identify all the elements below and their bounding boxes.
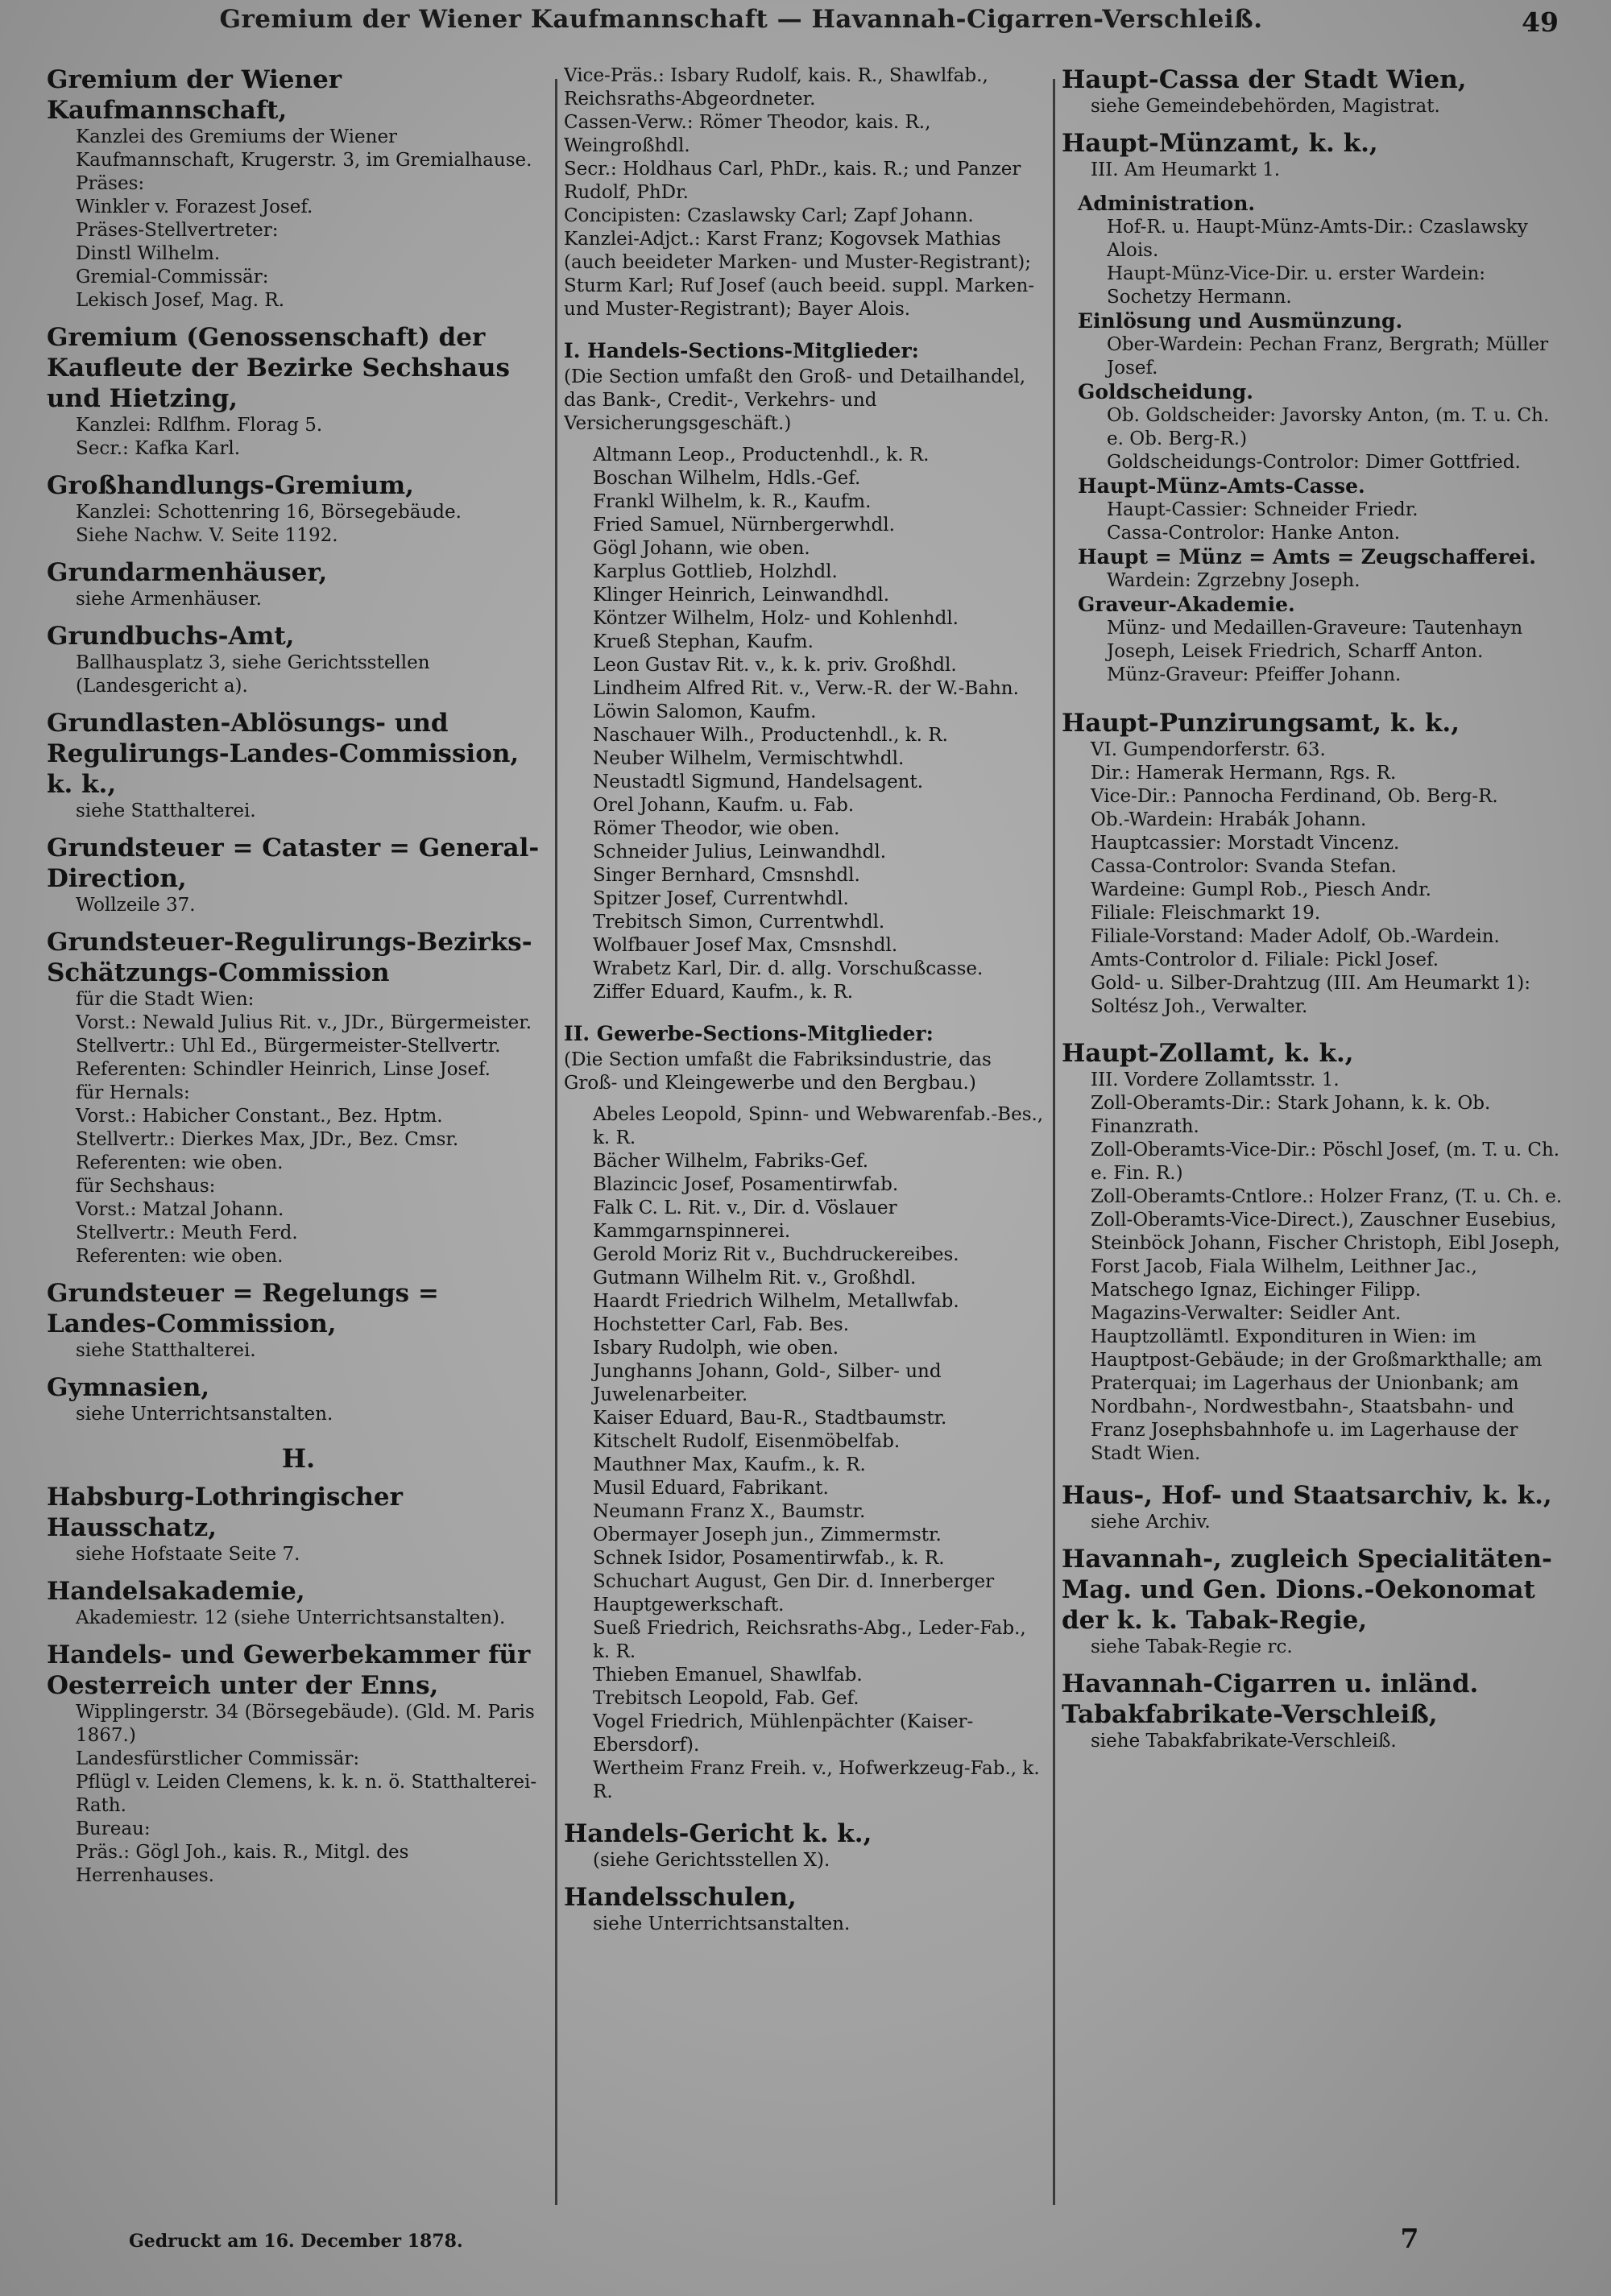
- member-line: Schuchart August, Gen Dir. d. Innerberger Hauptgewerkschaft.: [593, 1571, 995, 1615]
- entry-line: Referenten: wie oben.: [76, 1246, 284, 1267]
- member-line: Mauthner Max, Kaufm., k. R.: [593, 1454, 866, 1475]
- entry-line: siehe Hofstaate Seite 7.: [76, 1544, 300, 1565]
- entry-line: Gremial-Commissär:: [76, 267, 269, 288]
- member-line: Fried Samuel, Nürnbergerwhdl.: [593, 515, 895, 536]
- entry-line: Präses-Stellvertreter:: [76, 220, 279, 241]
- entry-line: Zoll-Oberamts-Cntlore.: Holzer Franz, (T. u. Ch. e. Zoll-Oberamts-Vice-Direct.), Zauschner Eusebius, Steinböck Johann, Fischer Christoph, Eibl Joseph, Forst Jacob, Fiala Wilhelm, Leithner Jac., Matschego Ignaz, Eichinger Filipp.: [1091, 1186, 1563, 1301]
- entry-line: siehe Tabak-Regie rc.: [1091, 1636, 1293, 1657]
- member-line: Gögl Johann, wie oben.: [593, 538, 810, 559]
- entry-line: für die Stadt Wien:: [76, 989, 255, 1010]
- entry-line: Secr.: Holdhaus Carl, PhDr., kais. R.; und Panzer Rudolf, PhDr.: [564, 159, 1021, 203]
- entry-line: Siehe Nachw. V. Seite 1192.: [76, 525, 338, 546]
- entry-line: Kanzlei des Gremiums der Wiener Kaufmannschaft, Krugerstr. 3, im Gremialhause.: [76, 126, 532, 171]
- entry-heading: Haupt-Zollamt, k. k.,: [1062, 1039, 1354, 1068]
- directory-entry: [1062, 64, 1565, 118]
- entry-line: Hof-R. u. Haupt-Münz-Amts-Dir.: Czaslawsky Alois.: [1107, 217, 1528, 261]
- subsection-heading: Haupt = Münz = Amts = Zeugschafferei.: [1078, 545, 1536, 569]
- directory-entry: [47, 470, 550, 548]
- member-line: Kitschelt Rudolf, Eisenmöbelfab.: [593, 1431, 901, 1452]
- entry-line: siehe Archiv.: [1091, 1512, 1211, 1533]
- subsection-heading: Graveur-Akademie.: [1078, 593, 1295, 616]
- member-line: Sueß Friedrich, Reichsraths-Abg., Leder-Fab., k. R.: [593, 1618, 1026, 1662]
- directory-entry: [1062, 128, 1565, 182]
- entry-line: für Sechshaus:: [76, 1176, 216, 1197]
- entry-line: Kanzlei: Rdlfhm. Florag 5.: [76, 415, 323, 436]
- directory-entry: [1062, 1544, 1565, 1659]
- entry-line: siehe Unterrichtsanstalten.: [593, 1913, 851, 1934]
- entry-line: Amts-Controlor d. Filiale: Pickl Josef.: [1091, 949, 1439, 970]
- handels-section-note: (Die Section umfaßt den Groß- und Detailhandel, das Bank-, Credit-, Verkehrs- und Versicherungsgeschäft.): [564, 366, 1026, 434]
- entry-line: Dir.: Hamerak Hermann, Rgs. R.: [1091, 763, 1397, 784]
- member-line: Isbary Rudolph, wie oben.: [593, 1338, 839, 1359]
- entry-heading: Grundsteuer = Regelungs = Landes-Commission,: [47, 1279, 439, 1338]
- entry-line: Magazins-Verwalter: Seidler Ant.: [1091, 1303, 1402, 1324]
- entry-line: Cassa-Controlor: Svanda Stefan.: [1091, 856, 1397, 877]
- subsection-heading: Haupt-Münz-Amts-Casse.: [1078, 474, 1365, 498]
- column-divider-left: [555, 79, 557, 2205]
- member-line: Thieben Emanuel, Shawlfab.: [593, 1665, 863, 1686]
- entry-line: Münz-Graveur: Pfeiffer Johann.: [1107, 664, 1402, 685]
- entry-heading: Haupt-Cassa der Stadt Wien,: [1062, 65, 1467, 94]
- entry-line: Cassa-Controlor: Hanke Anton.: [1107, 523, 1401, 544]
- directory-entry: [47, 927, 550, 1268]
- entry-line: siehe Tabakfabrikate-Verschleiß.: [1091, 1731, 1397, 1752]
- member-line: Junghanns Johann, Gold-, Silber- und Juwelenarbeiter.: [593, 1361, 942, 1405]
- member-line: Klinger Heinrich, Leinwandhdl.: [593, 585, 890, 606]
- member-line: Gerold Moriz Rit v., Buchdruckereibes.: [593, 1244, 959, 1265]
- directory-entry: [47, 1278, 550, 1363]
- member-line: Karplus Gottlieb, Holzhdl.: [593, 561, 838, 582]
- entry-line: Vorst.: Newald Julius Rit. v., JDr., Bürgermeister.: [76, 1012, 532, 1033]
- entry-heading: Havannah-, zugleich Specialitäten-Mag. und Gen. Dions.-Oekonomat der k. k. Tabak-Regie,: [1062, 1545, 1552, 1635]
- entry-line: Vorst.: Habicher Constant., Bez. Hptm.: [76, 1106, 443, 1127]
- entry-heading: Grundsteuer-Regulirungs-Bezirks-Schätzungs-Commission: [47, 928, 532, 987]
- entry-line: VI. Gumpendorferstr. 63.: [1091, 739, 1326, 760]
- entry-line: Vice-Präs.: Isbary Rudolf, kais. R., Shawlfab., Reichsraths-Abgeordneter.: [564, 65, 988, 110]
- entry-line: Stellvertr.: Dierkes Max, JDr., Bez. Cmsr.: [76, 1129, 459, 1150]
- directory-entry: [564, 1882, 1047, 1936]
- entry-heading: Handels-Gericht k. k.,: [564, 1819, 872, 1848]
- entry-line: Secr.: Kafka Karl.: [76, 438, 241, 459]
- entry-heading: Gremium (Genossenschaft) der Kaufleute der Bezirke Sechshaus und Hietzing,: [47, 323, 510, 413]
- member-line: Obermayer Joseph jun., Zimmermstr.: [593, 1524, 942, 1545]
- entry-heading: Habsburg-Lothringischer Hausschatz,: [47, 1483, 403, 1542]
- entry-heading: Gymnasien,: [47, 1373, 210, 1402]
- member-line: Neustadtl Sigmund, Handelsagent.: [593, 772, 924, 792]
- entry-line: Kanzlei-Adjct.: Karst Franz; Kogovsek Mathias (auch beeideter Marken- und Muster-Registrant); Sturm Karl; Ruf Josef (auch beeid. suppl. Marken- und Muster-Registrant); Bayer Alois.: [564, 229, 1035, 320]
- entry-line: Cassen-Verw.: Römer Theodor, kais. R., Weingroßhdl.: [564, 112, 931, 156]
- entry-line: III. Am Heumarkt 1.: [1091, 159, 1281, 180]
- entry-line: siehe Unterrichtsanstalten.: [76, 1404, 333, 1425]
- entry-line: Vice-Dir.: Pannocha Ferdinand, Ob. Berg-R.: [1091, 786, 1498, 807]
- member-line: Schnek Isidor, Posamentirwfab., k. R.: [593, 1548, 945, 1569]
- entry-line: Haupt-Münz-Vice-Dir. u. erster Wardein: Sochetzy Hermann.: [1107, 263, 1486, 308]
- member-line: Altmann Leop., Productenhdl., k. R.: [593, 445, 930, 465]
- entry-line: Münz- und Medaillen-Graveure: Tautenhayn Joseph, Leisek Friedrich, Scharff Anton.: [1107, 618, 1523, 662]
- entry-heading: Grundsteuer = Cataster = General-Direction,: [47, 834, 540, 893]
- member-line: Ziffer Eduard, Kaufm., k. R.: [593, 982, 854, 1003]
- member-line: Kaiser Eduard, Bau-R., Stadtbaumstr.: [593, 1408, 947, 1429]
- member-line: Bächer Wilhelm, Fabriks-Gef.: [593, 1151, 869, 1172]
- entry-line: siehe Gemeindebehörden, Magistrat.: [1091, 96, 1440, 117]
- entry-line: Goldscheidungs-Controlor: Dimer Gottfried.: [1107, 452, 1521, 473]
- subsection-heading: Einlösung und Ausmünzung.: [1078, 309, 1403, 333]
- directory-entry: [47, 1372, 550, 1426]
- entry-line: Lekisch Josef, Mag. R.: [76, 290, 285, 311]
- entry-line: Stellvertr.: Uhl Ed., Bürgermeister-Stellvertr.: [76, 1036, 501, 1057]
- entry-heading: Handelsschulen,: [564, 1883, 797, 1912]
- member-line: Abeles Leopold, Spinn- und Webwarenfab.-Bes., k. R.: [593, 1104, 1044, 1148]
- member-line: Spitzer Josef, Currentwhdl.: [593, 888, 849, 909]
- directory-entry: [564, 1818, 1047, 1872]
- column-divider-right: [1053, 79, 1055, 2205]
- entry-line: Bureau:: [76, 1818, 151, 1839]
- entry-line: Pflügl v. Leiden Clemens, k. k. n. ö. Statthalterei-Rath.: [76, 1772, 537, 1816]
- member-line: Schneider Julius, Leinwandhdl.: [593, 842, 887, 863]
- directory-entry: [1062, 1038, 1565, 1466]
- entry-line: siehe Statthalterei.: [76, 800, 256, 821]
- entry-line: Filiale: Fleischmarkt 19.: [1091, 903, 1321, 924]
- entry-line: für Hernals:: [76, 1082, 190, 1103]
- entry-heading: Haupt-Münzamt, k. k.,: [1062, 129, 1378, 158]
- entry-line: Wardein: Zgrzebny Joseph.: [1107, 570, 1360, 591]
- directory-entry: [47, 833, 550, 917]
- entry-heading: Havannah-Cigarren u. inländ. Tabakfabrikate-Verschleiß,: [1062, 1669, 1479, 1729]
- entry-line: Landesfürstlicher Commissär:: [76, 1748, 360, 1769]
- entry-line: Referenten: wie oben.: [76, 1152, 284, 1173]
- member-line: Neumann Franz X., Baumstr.: [593, 1501, 866, 1522]
- entry-line: Vorst.: Matzal Johann.: [76, 1199, 284, 1220]
- directory-entry: [47, 1640, 550, 1888]
- column-middle: [564, 64, 1047, 2207]
- section-letter: H.: [281, 1443, 316, 1474]
- entry-line: Dinstl Wilhelm.: [76, 243, 221, 264]
- entry-line: (siehe Gerichtsstellen X).: [593, 1850, 830, 1871]
- entry-line: Winkler v. Forazest Josef.: [76, 197, 313, 217]
- signature-mark: 7: [1400, 2223, 1419, 2254]
- directory-entry: [47, 1482, 550, 1566]
- entry-line: Gold- u. Silber-Drahtzug (III. Am Heumarkt 1): Soltész Joh., Verwalter.: [1091, 973, 1530, 1017]
- entry-heading: Haus-, Hof- und Staatsarchiv, k. k.,: [1062, 1481, 1552, 1510]
- entry-line: Wipplingerstr. 34 (Börsegebäude). (Gld. M. Paris 1867.): [76, 1702, 535, 1746]
- entry-line: Ob. Goldscheider: Javorsky Anton, (m. T. u. Ch. e. Ob. Berg-R.): [1107, 405, 1550, 449]
- member-line: Haardt Friedrich Wilhelm, Metallwfab.: [593, 1291, 959, 1312]
- entry-heading: Großhandlungs-Gremium,: [47, 471, 414, 500]
- member-line: Orel Johann, Kaufm. u. Fab.: [593, 795, 855, 816]
- directory-entry: [1062, 1669, 1565, 1753]
- member-line: Lindheim Alfred Rit. v., Verw.-R. der W.-Bahn.: [593, 678, 1019, 699]
- entry-line: Präs.: Gögl Joh., kais. R., Mitgl. des Herrenhauses.: [76, 1842, 409, 1886]
- entry-heading: Haupt-Punzirungsamt, k. k.,: [1062, 709, 1460, 738]
- entry-heading: Handels- und Gewerbekammer für Oesterreich unter der Enns,: [47, 1640, 531, 1700]
- member-line: Singer Bernhard, Cmsnshdl.: [593, 865, 860, 886]
- column-right: [1062, 64, 1565, 2207]
- entry-line: Hauptcassier: Morstadt Vincenz.: [1091, 833, 1400, 854]
- entry-line: Stellvertr.: Meuth Ferd.: [76, 1222, 298, 1243]
- entry-line: Filiale-Vorstand: Mader Adolf, Ob.-Wardein.: [1091, 926, 1500, 947]
- member-line: Falk C. L. Rit. v., Dir. d. Vöslauer Kammgarnspinnerei.: [593, 1198, 897, 1242]
- entry-line: Referenten: Schindler Heinrich, Linse Josef.: [76, 1059, 491, 1080]
- entry-line: Zoll-Oberamts-Vice-Dir.: Pöschl Josef, (m. T. u. Ch. e. Fin. R.): [1091, 1140, 1560, 1184]
- entry-line: Kanzlei: Schottenring 16, Börsegebäude.: [76, 502, 462, 523]
- member-line: Trebitsch Leopold, Fab. Gef.: [593, 1688, 859, 1709]
- entry-line: Ballhausplatz 3, siehe Gerichtsstellen (Landesgericht a).: [76, 652, 430, 697]
- directory-entry: [47, 708, 550, 823]
- entry-line: Wardeine: Gumpl Rob., Piesch Andr.: [1091, 879, 1431, 900]
- entry-line: Hauptzollämtl. Expondituren in Wien: im Hauptpost-Gebäude; in der Großmarkthalle; am Praterquai; im Lagerhaus der Unionbank; am Nordbahn-, Nordwestbahn-, Staatsbahn- und Franz Josephsbahnhofe u. im Lagerhause der Stadt Wien.: [1091, 1326, 1543, 1464]
- entry-line: Zoll-Oberamts-Dir.: Stark Johann, k. k. Ob. Finanzrath.: [1091, 1093, 1491, 1137]
- directory-entry: [47, 1576, 550, 1630]
- member-line: Frankl Wilhelm, k. R., Kaufm.: [593, 491, 872, 512]
- gewerbe-section-note: (Die Section umfaßt die Fabriksindustrie, das Groß- und Kleingewerbe und den Bergbau.): [564, 1049, 992, 1094]
- entry-line: Akademiestr. 12 (siehe Unterrichtsanstalten).: [76, 1607, 506, 1628]
- page-number: 49: [1522, 6, 1559, 38]
- entry-line: Ob.-Wardein: Hrabák Johann.: [1091, 809, 1367, 830]
- entry-line: III. Vordere Zollamtsstr. 1.: [1091, 1069, 1340, 1090]
- column-left: [47, 64, 550, 2207]
- subsection-heading: Goldscheidung.: [1078, 380, 1253, 403]
- member-line: Naschauer Wilh., Productenhdl., k. R.: [593, 725, 948, 746]
- member-line: Wrabetz Karl, Dir. d. allg. Vorschußcasse.: [593, 958, 984, 979]
- member-line: Köntzer Wilhelm, Holz- und Kohlenhdl.: [593, 608, 959, 629]
- entry-heading: Gremium der Wiener Kaufmannschaft,: [47, 65, 342, 125]
- entry-line: Ober-Wardein: Pechan Franz, Bergrath; Müller Josef.: [1107, 334, 1549, 379]
- directory-entry: [47, 64, 550, 312]
- subsection-heading: Administration.: [1078, 192, 1256, 215]
- member-line: Trebitsch Simon, Currentwhdl.: [593, 912, 885, 933]
- directory-entry: [47, 621, 550, 698]
- member-line: Blazincic Josef, Posamentirwfab.: [593, 1174, 899, 1195]
- directory-entry: [1062, 1480, 1565, 1534]
- entry-line: siehe Armenhäuser.: [76, 589, 262, 610]
- handels-section-heading: I. Handels-Sections-Mitglieder:: [564, 339, 919, 362]
- directory-entry: [47, 557, 550, 611]
- member-line: Neuber Wilhelm, Vermischtwhdl.: [593, 748, 905, 769]
- member-line: Wolfbauer Josef Max, Cmsnshdl.: [593, 935, 898, 956]
- entry-heading: Handelsakademie,: [47, 1577, 305, 1606]
- running-head: Gremium der Wiener Kaufmannschaft — Havannah-Cigarren-Verschleiß.: [219, 5, 1263, 34]
- member-line: Hochstetter Carl, Fab. Bes.: [593, 1314, 850, 1335]
- entry-heading: Grundlasten-Ablösungs- und Regulirungs-Landes-Commission, k. k.,: [47, 709, 520, 799]
- member-line: Wertheim Franz Freih. v., Hofwerkzeug-Fab., k. R.: [593, 1758, 1040, 1802]
- entry-line: siehe Statthalterei.: [76, 1340, 256, 1361]
- member-line: Leon Gustav Rit. v., k. k. priv. Großhdl.: [593, 655, 957, 676]
- entry-line: Wollzeile 37.: [76, 895, 196, 916]
- entry-line: Concipisten: Czaslawsky Carl; Zapf Johann.: [564, 205, 974, 226]
- directory-entry: [1062, 708, 1565, 1019]
- member-line: Gutmann Wilhelm Rit. v., Großhdl.: [593, 1268, 917, 1289]
- entry-heading: Grundarmenhäuser,: [47, 558, 328, 587]
- member-line: Römer Theodor, wie oben.: [593, 818, 840, 839]
- print-date: Gedruckt am 16. December 1878.: [129, 2231, 463, 2252]
- directory-entry: [47, 322, 550, 461]
- entry-heading: Grundbuchs-Amt,: [47, 622, 295, 651]
- member-line: Vogel Friedrich, Mühlenpächter (Kaiser-Ebersdorf).: [593, 1711, 974, 1756]
- gewerbe-section-heading: II. Gewerbe-Sections-Mitglieder:: [564, 1022, 934, 1045]
- member-line: Krueß Stephan, Kaufm.: [593, 631, 814, 652]
- member-line: Boschan Wilhelm, Hdls.-Gef.: [593, 468, 861, 489]
- entry-line: Präses:: [76, 173, 145, 194]
- member-line: Musil Eduard, Fabrikant.: [593, 1478, 829, 1499]
- entry-line: Haupt-Cassier: Schneider Friedr.: [1107, 499, 1418, 520]
- member-line: Löwin Salomon, Kaufm.: [593, 701, 817, 722]
